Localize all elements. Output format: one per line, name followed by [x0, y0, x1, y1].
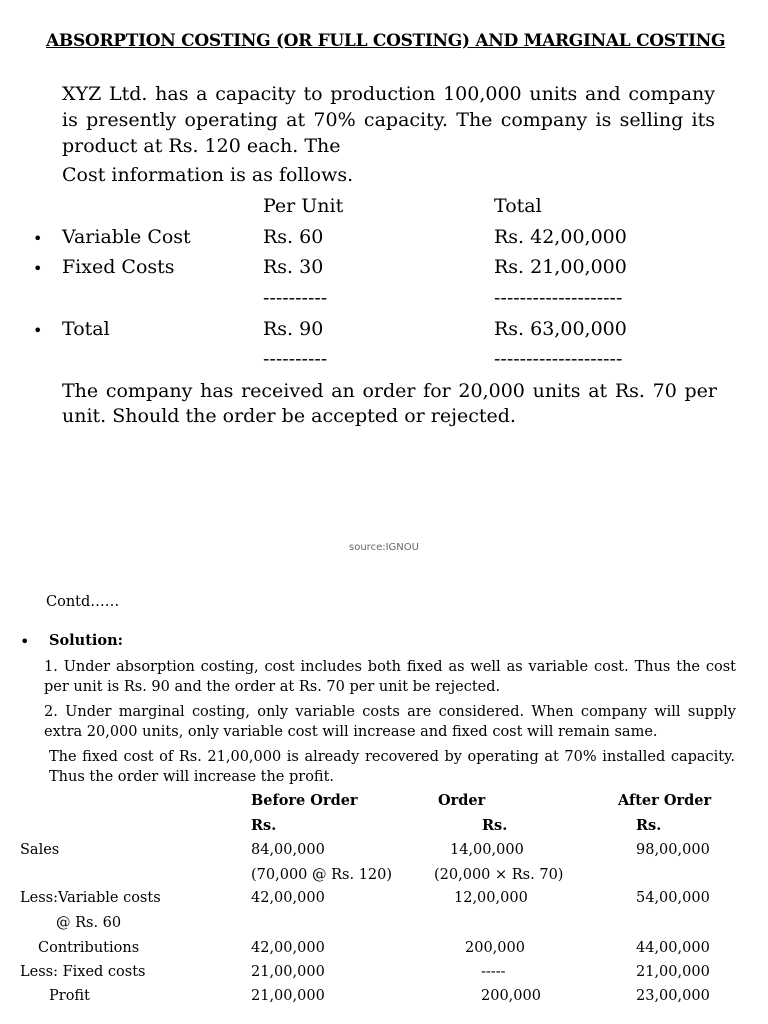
- bullet-icon: •: [33, 229, 43, 248]
- row-per-unit-variable: Rs. 60: [263, 226, 324, 248]
- row-label-sales: Sales: [20, 842, 60, 858]
- variable-note: @ Rs. 60: [56, 915, 122, 931]
- sales-order: 14,00,000: [450, 842, 524, 858]
- solution-point-3: The fixed cost of Rs. 21,00,000 is already recovered by operating at 70% installed capacity. Thus the order will increase the profit.: [49, 749, 735, 785]
- row-total-variable: Rs. 42,00,000: [494, 226, 627, 248]
- solution-heading: Solution:: [49, 632, 123, 649]
- page-title: ABSORPTION COSTING (OR FULL COSTING) AND MARGINAL COSTING: [46, 31, 726, 51]
- contribution-order: 200,000: [465, 940, 525, 956]
- currency-label: Rs.: [636, 817, 662, 834]
- sales-note-before: (70,000 @ Rs. 120): [251, 867, 393, 883]
- contribution-before: 42,00,000: [251, 940, 325, 956]
- profit-before: 21,00,000: [251, 988, 325, 1004]
- bullet-icon: •: [33, 321, 43, 340]
- intro-paragraph: XYZ Ltd. has a capacity to production 100,000 units and company is presently operating at 70% capacity. The company is selling its product at Rs. 120 each. The: [62, 83, 715, 157]
- currency-label: Rs.: [482, 817, 508, 834]
- row-label-fixed-costs: Less: Fixed costs: [20, 964, 146, 980]
- cost-info-heading: Cost information is as follows.: [62, 164, 354, 186]
- contribution-after: 44,00,000: [636, 940, 710, 956]
- fixed-after: 21,00,000: [636, 964, 710, 980]
- header-per-unit: Per Unit: [263, 195, 344, 217]
- row-total-fixed: Rs. 21,00,000: [494, 256, 627, 278]
- variable-before: 42,00,000: [251, 890, 325, 906]
- profit-order: 200,000: [481, 988, 541, 1004]
- row-label-variable-costs: Less:Variable costs: [20, 890, 161, 906]
- bullet-icon: •: [33, 259, 43, 278]
- order-question: The company has received an order for 20,000 units at Rs. 70 per unit. Should the order be accepted or rejected.: [62, 380, 717, 427]
- row-per-unit-total: Rs. 90: [263, 318, 324, 340]
- variable-order: 12,00,000: [454, 890, 528, 906]
- profit-after: 23,00,000: [636, 988, 710, 1004]
- row-label-fixed: Fixed Costs: [62, 256, 175, 278]
- dash-separator: ----------: [263, 348, 328, 370]
- sales-before: 84,00,000: [251, 842, 325, 858]
- fixed-before: 21,00,000: [251, 964, 325, 980]
- dash-separator: --------------------: [494, 287, 623, 309]
- col-header-before: Before Order: [251, 792, 358, 809]
- sales-after: 98,00,000: [636, 842, 710, 858]
- col-header-after: After Order: [618, 792, 712, 809]
- fixed-order: -----: [481, 964, 506, 980]
- source-caption: source:IGNOU: [349, 542, 419, 553]
- row-label-contributions: Contributions: [38, 940, 140, 956]
- bullet-icon: •: [20, 632, 30, 651]
- row-label-total: Total: [62, 318, 110, 340]
- dash-separator: ----------: [263, 287, 328, 309]
- dash-separator: --------------------: [494, 348, 623, 370]
- solution-point-2: 2. Under marginal costing, only variable costs are considered. When company will supply extra 20,000 units, only variable cost will increase and fixed cost will remain same.: [44, 704, 736, 740]
- col-header-order: Order: [438, 792, 486, 809]
- row-label-variable: Variable Cost: [62, 226, 191, 248]
- header-total: Total: [494, 195, 542, 217]
- row-per-unit-fixed: Rs. 30: [263, 256, 324, 278]
- variable-after: 54,00,000: [636, 890, 710, 906]
- currency-label: Rs.: [251, 817, 277, 834]
- contd-label: Contd……: [46, 594, 120, 610]
- solution-point-1: 1. Under absorption costing, cost includes both fixed as well as variable cost. Thus the cost per unit is Rs. 90 and the order at Rs. 70 per unit be rejected.: [44, 659, 736, 695]
- sales-note-order: (20,000 × Rs. 70): [434, 867, 564, 883]
- row-total-total: Rs. 63,00,000: [494, 318, 627, 340]
- row-label-profit: Profit: [49, 988, 90, 1004]
